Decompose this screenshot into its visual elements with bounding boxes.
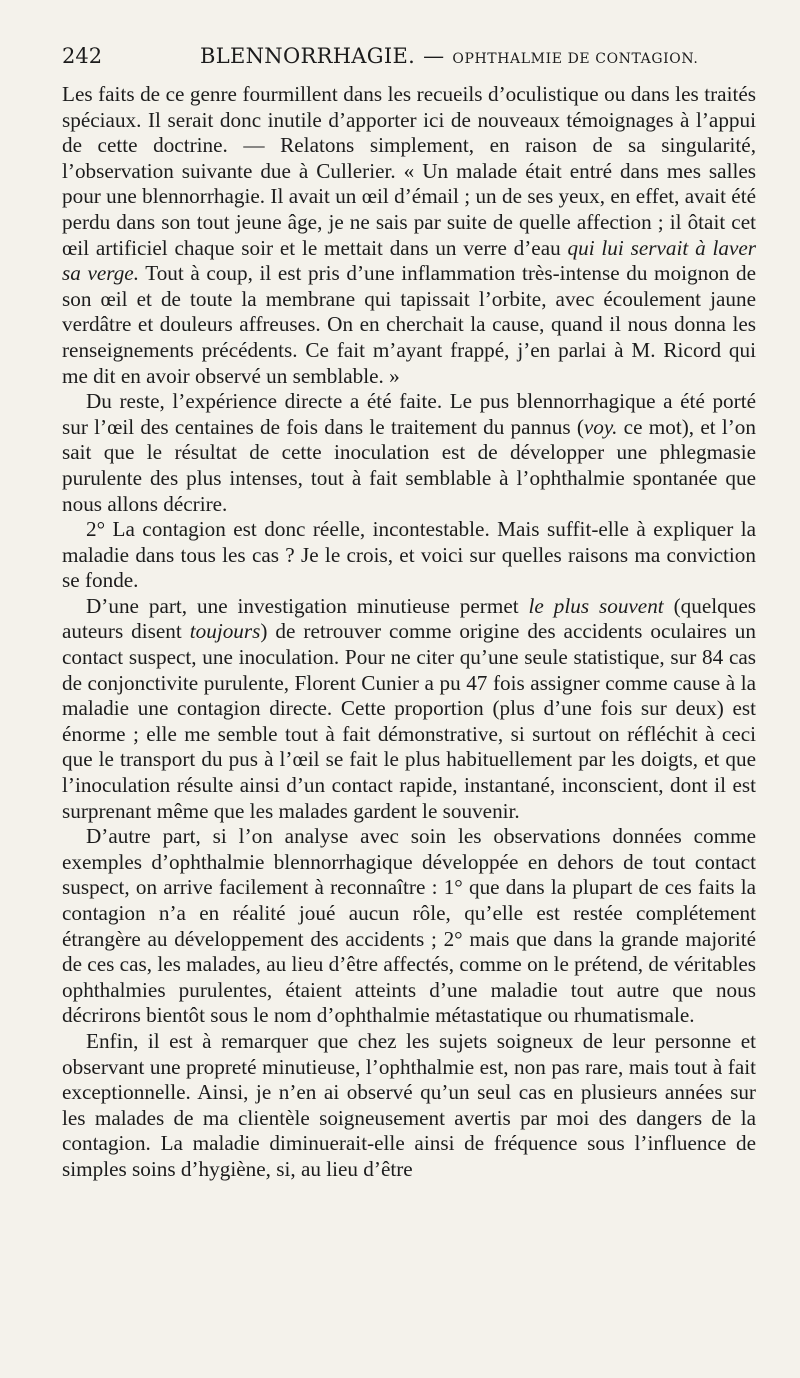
paragraph: [62, 389, 756, 517]
text-segment: D’autre part, si l’on analyse avec soin les observations données comme exemples d’ophthalmie blennorrhagique développée en dehors de tout contact suspect, on arrive facilement à reconnaître : 1° que dans la plupart de ces faits la contagion n’a en réalité joué aucun rôle, qu’elle est restée complétement étrangère au développement des accidents ; 2° mais que dans la grande majorité de ces cas, les malades, au lieu d’être affectés, comme on le prétend, de véritables ophthalmies purulentes, étaient atteints d’une maladie tout autre que nous décrirons bientôt sous le nom d’ophthalmie métastatique ou rhumatismale.: [62, 824, 756, 1028]
text-segment: ) de retrouver comme origine des accidents oculaires un contact suspect, une inoculation. Pour ne citer qu’une seule statistique, sur 84 cas de conjonctivite purulente, Florent Cunier a pu 47 fois assigner comme cause à la maladie une contagion directe. Cette proportion (plus d’une fois sur deux) est énorme ; elle me semble tout à fait démonstrative, si surtout on réfléchit à ceci que le transport du pus à l’œil se fait le plus habituellement par les doigts, et que l’inoculation résulte ainsi d’un contact rapide, instantané, inconscient, dont il est surprenant même que les malades gardent le souvenir.: [62, 619, 756, 823]
text-segment: D’une part, une investigation minutieuse permet: [86, 593, 529, 618]
text-segment: Enfin, il est à remarquer que chez les sujets soigneux de leur personne et observant une propreté minutieuse, l’ophthalmie est, non pas rare, mais tout à fait exceptionnelle. Ainsi, je n’en ai observé qu’un seul cas en plusieurs années sur les malades de ma clientèle soigneusement avertis par moi des dangers de la contagion. La maladie diminuerait-elle ainsi de fréquence sous l’influence de simples soins d’hygiène, si, au lieu d’être: [62, 1028, 756, 1181]
body-text: [62, 82, 756, 1183]
running-header: [62, 44, 762, 76]
text-segment: Tout à coup, il est pris d’une inflammation très-intense du moignon de son œil et de toute la membrane qui tapissait l’orbite, avec écoulement jaune verdâtre et douleurs affreuses. On en cherchait la cause, quand il nous donna les renseignements précédents. Ce fait m’ayant frappé, j’en parlai à M. Ricord qui me dit en avoir observé un semblable. »: [62, 261, 756, 388]
text-segment: ce mot), et l’on sait que le résultat de cette inoculation est de développer une phlegmasie purulente des plus intenses, tout à fait semblable à l’ophthalmie spontanée que nous allons décrire.: [62, 414, 756, 516]
paragraph: [62, 517, 756, 594]
running-title-subtitle: OPHTHALMIE DE CONTAGION.: [452, 51, 699, 67]
running-title: [200, 44, 698, 68]
italic-text: toujours: [189, 619, 261, 644]
paragraph: [62, 1029, 756, 1183]
italic-text: voy.: [583, 414, 618, 439]
running-title-main: BLENNORRHAGIE.: [200, 44, 416, 68]
paragraph: [62, 82, 756, 389]
page-number: 242: [62, 44, 103, 68]
text-segment: (quelques auteurs disent: [62, 593, 756, 644]
paragraph: [62, 824, 756, 1029]
italic-text: qui lui servait à laver sa verge.: [62, 235, 757, 286]
paragraph: [62, 594, 756, 824]
text-segment: Du reste, l’expérience directe a été faite. Le pus blennorrhagique a été porté sur l’œil des centaines de fois dans le traitement du pannus (: [62, 389, 756, 439]
text-segment: Les faits de ce genre fourmillent dans les recueils d’oculistique ou dans les traités spéciaux. Il serait donc inutile d’apporter ici de nouveaux témoignages à l’appui de cette doctrine. — Relatons simplement, en raison de sa singularité, l’observation suivante due à Cullerier. « Un malade était entré dans mes salles pour une blennorrhagie. Il avait un œil d’émail ; un de ses yeux, en effet, avait été perdu dans son tout jeune âge, je ne sais par suite de quelle affection ; il ôtait cet œil artificiel chaque soir et le mettait dans un verre d’eau: [62, 82, 756, 260]
text-segment: 2° La contagion est donc réelle, incontestable. Mais suffit-elle à expliquer la maladie dans tous les cas ? Je le crois, et voici sur quelles raisons ma conviction se fonde.: [62, 517, 756, 593]
running-title-separator: —: [423, 44, 445, 68]
italic-text: le plus souvent: [528, 593, 664, 618]
